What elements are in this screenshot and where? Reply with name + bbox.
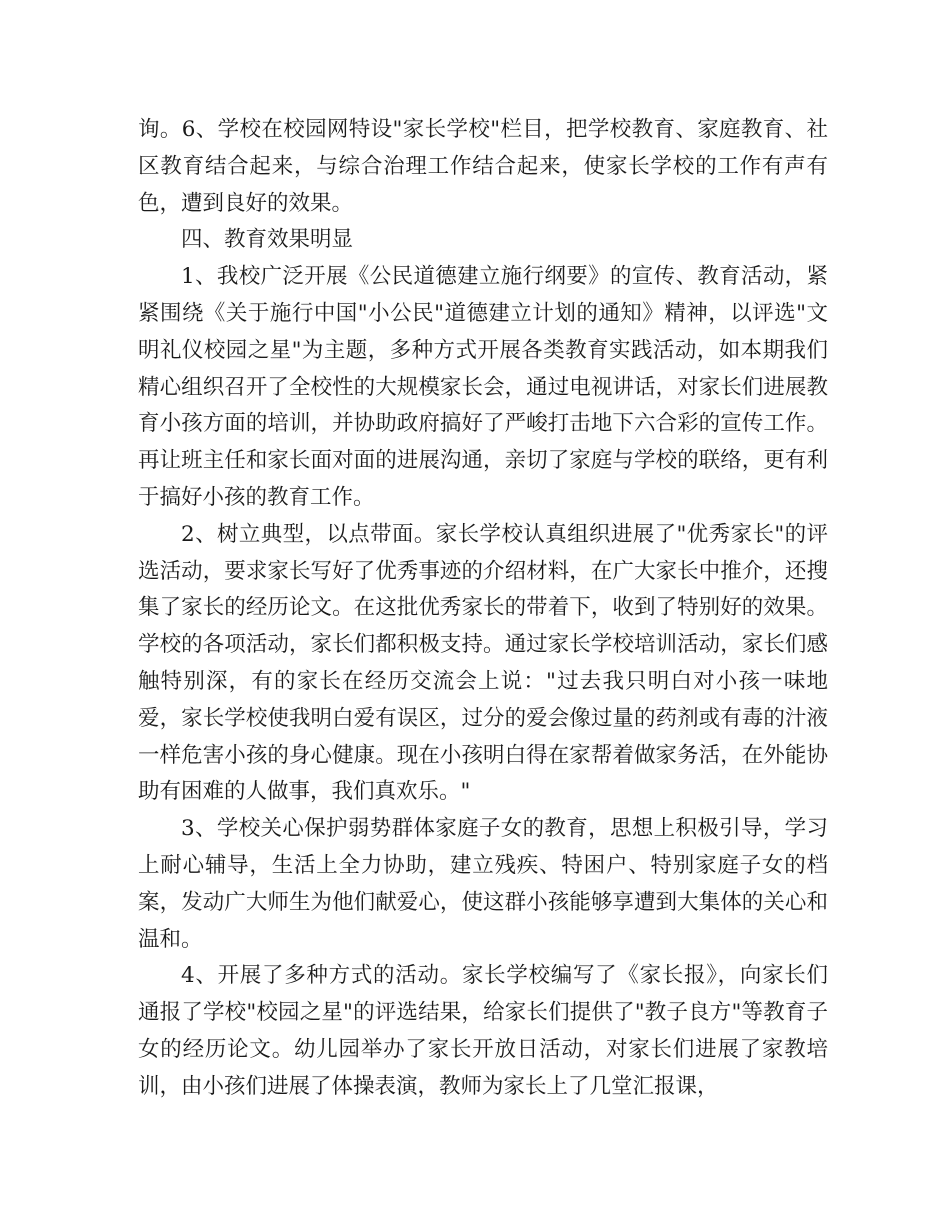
- paragraph: 3、学校关心保护弱势群体家庭子女的教育，思想上积极引导，学习上耐心辅导，生活上全力协助，建立残疾、特困户、特别家庭子女的档案，发动广大师生为他们献爱心，使这群小孩能够享遭到大集体的关心和温和。: [138, 816, 828, 952]
- section-heading: 四、教育效果明显: [181, 227, 354, 253]
- paragraph: 4、开展了多种方式的活动。家长学校编写了《家长报》，向家长们通报了学校"校园之星"的评选结果，给家长们提供了"教子良方"等教育子女的经历论文。幼儿园举办了家长开放日活动，对家长们进展了家教培训，由小孩们进展了体操表演，教师为家长上了几堂汇报课，: [138, 963, 828, 1099]
- paragraph: 2、树立典型，以点带面。家长学校认真组织进展了"优秀家长"的评选活动，要求家长写好了优秀事迹的介绍材料，在广大家长中推介，还搜集了家长的经历论文。在这批优秀家长的带着下，收到了特别好的效果。学校的各项活动，家长们都积极支持。通过家长学校培训活动，家长们感触特别深，有的家长在经历交流会上说："过去我只明白对小孩一味地爱，家长学校使我明白爱有误区，过分的爱会像过量的药剂或有毒的汁液一样危害小孩的身心健康。现在小孩明白得在家帮着做家务活，在外能协助有困难的人做事，我们真欢乐。": [138, 521, 828, 805]
- paragraph: 1、我校广泛开展《公民道德建立施行纲要》的宣传、教育活动，紧紧围绕《关于施行中国"小公民"道德建立计划的通知》精神，以评选"文明礼仪校园之星"为主题，多种方式开展各类教育实践活动，如本期我们精心组织召开了全校性的大规模家长会，通过电视讲话，对家长们进展教育小孩方面的培训，并协助政府搞好了严峻打击地下六合彩的宣传工作。再让班主任和家长面对面的进展沟通，亲切了家庭与学校的联络，更有利于搞好小孩的教育工作。: [138, 264, 828, 510]
- document-body: [138, 112, 828, 1106]
- paragraph: 询。6、学校在校园网特设"家长学校"栏目，把学校教育、家庭教育、社区教育结合起来，与综合治理工作结合起来，使家长学校的工作有声有色，遭到良好的效果。: [138, 117, 828, 216]
